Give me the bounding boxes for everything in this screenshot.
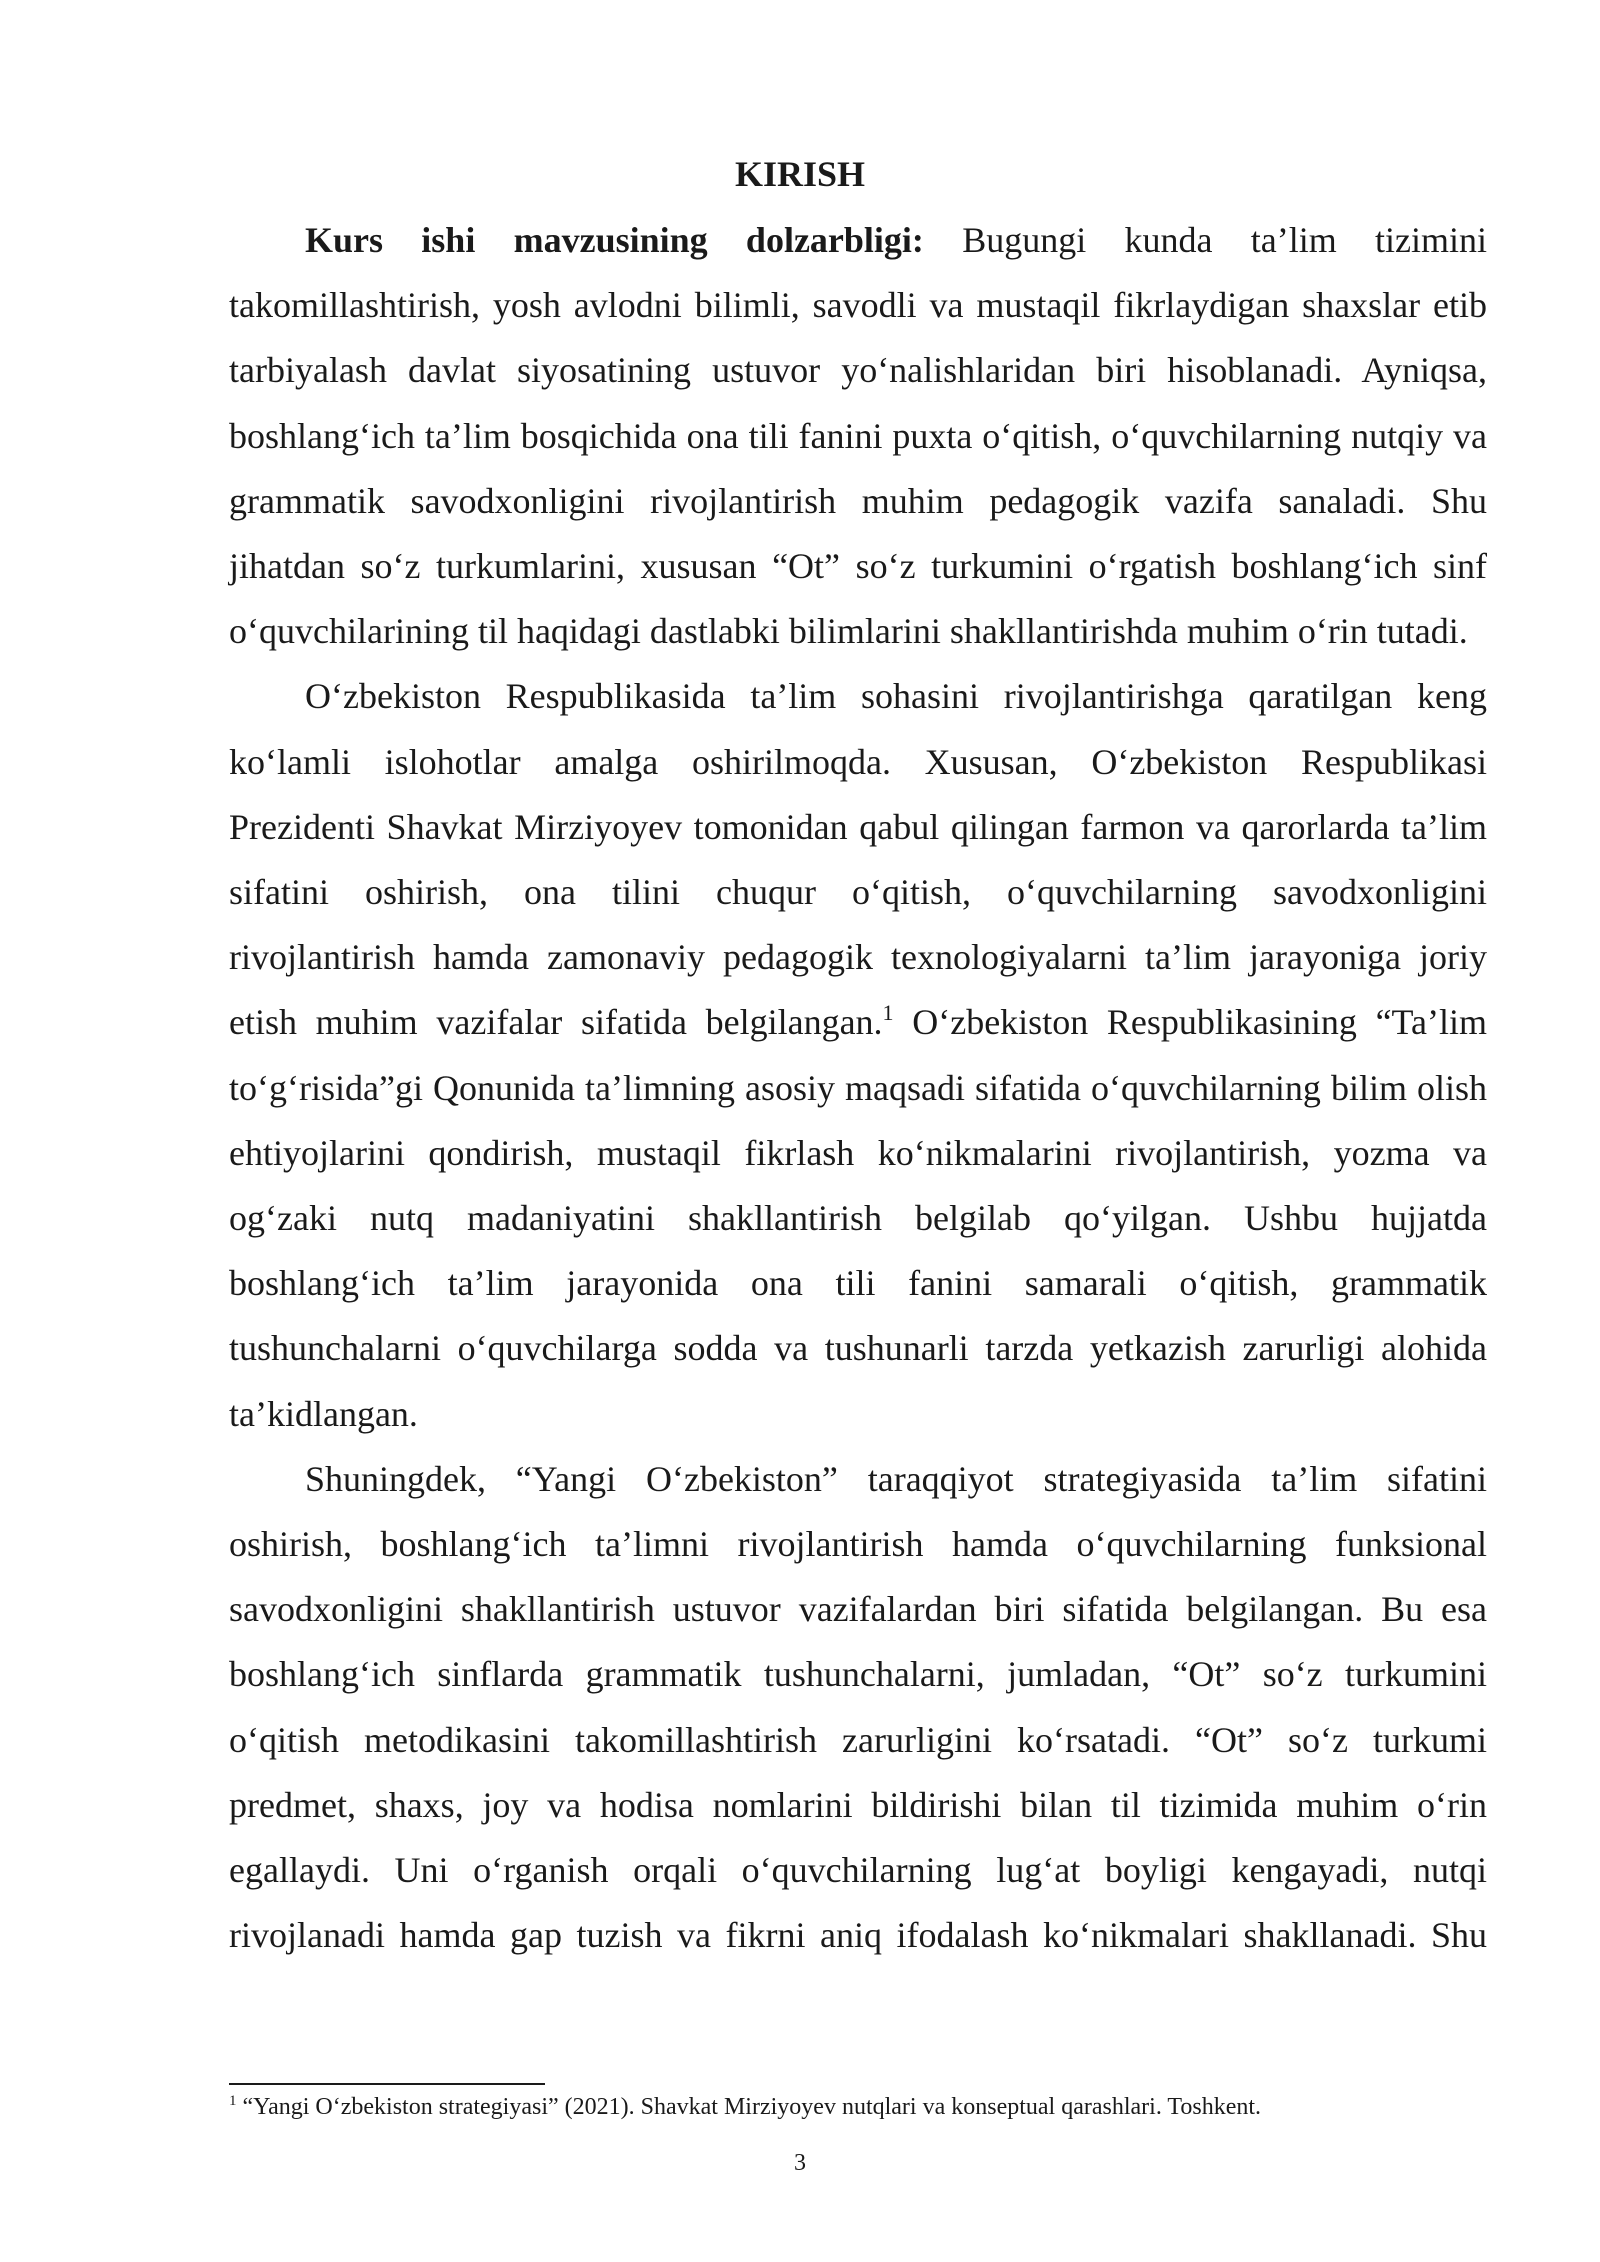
footnote-text: “Yangi Oʻzbekiston strategiyasi” (2021). Shavkat Mirziyoyev nutqlari va konseptual qarashlari. Toshkent. [236,2094,1262,2120]
paragraph-text: Oʻzbekiston Respublikasining “Ta’lim toʻgʻrisida”gi Qonunida ta’limning asosiy maqsadi sifatida oʻquvchilarning bilim olish ehtiyojlarini qondirish, mustaqil fikrlash koʻnikmalarini rivojlantirish, yozma va ogʻzaki nutq madaniyatini shakllantirish belgilab qoʻyilgan. Ushbu hujjatda boshlangʻich ta’lim jarayonida ona tili fanini samarali oʻqitish, grammatik tushunchalarni oʻquvchilarga sodda va tushunarli tarzda yetkazish zarurligi alohida ta’kidlangan. [229,1002,1487,1434]
page-number: 3 [794,2150,806,2176]
footnote [229,2090,1487,2124]
paragraph-relevance [229,208,1487,664]
paragraph-text: Oʻzbekiston Respublikasida ta’lim sohasini rivojlantirishga qaratilgan keng koʻlamli islohotlar amalga oshirilmoqda. Xususan, Oʻzbekiston Respublikasi Prezidenti Shavkat Mirziyoyev tomonidan qabul qilingan farmon va qarorlarda ta’lim sifatini oshirish, ona tilini chuqur oʻqitish, oʻquvchilarning savodxonligini rivojlantirish hamda zamonaviy pedagogik texnologiyalarni ta’lim jarayoniga joriy etish muhim vazifalar sifatida belgilangan. [229,676,1487,1043]
body-text [229,208,1487,1968]
footnote-reference[interactable]: 1 [882,1000,894,1026]
paragraph-lead-bold: Kurs ishi mavzusining dolzarbligi: [305,220,924,260]
paragraph-reforms [229,664,1487,1446]
paragraph-text: Bugungi kunda ta’lim tizimini takomillashtirish, yosh avlodni bilimli, savodli va mustaqil fikrlaydigan shaxslar etib tarbiyalash davlat siyosatining ustuvor yoʻnalishlaridan biri hisoblanadi. Ayniqsa, boshlangʻich ta’lim bosqichida ona tili fanini puxta oʻqitish, oʻquvchilarning nutqiy va grammatik savodxonligini rivojlantirish muhim pedagogik vazifa sanaladi. Shu jihatdan soʻz turkumlarini, xususan “Ot” soʻz turkumini oʻrgatish boshlangʻich sinf oʻquvchilarining til haqidagi dastlabki bilimlarini shakllantirishda muhim oʻrin tutadi. [229,220,1487,652]
paragraph-strategy [229,1447,1487,1969]
footnote-separator [229,2083,545,2085]
paragraph-text: Shuningdek, “Yangi Oʻzbekiston” taraqqiyot strategiyasida ta’lim sifatini oshirish, boshlangʻich ta’limni rivojlantirish hamda oʻquvchilarning funksional savodxonligini shakllantirish ustuvor vazifalardan biri sifatida belgilangan. Bu esa boshlangʻich sinflarda grammatik tushunchalarni, jumladan, “Ot” soʻz turkumini oʻqitish metodikasini takomillashtirish zarurligini koʻrsatadi. “Ot” soʻz turkumi predmet, shaxs, joy va hodisa nomlarini bildirishi bilan til tizimida muhim oʻrin egallaydi. Uni oʻrganish orqali oʻquvchilarning lugʻat boyligi kengayadi, nutqi rivojlanadi hamda gap tuzish va fikrni aniq ifodalash koʻnikmalari shakllanadi. Shu [229,1458,1487,1956]
page-heading: KIRISH [734,154,866,194]
footnote-marker: 1 [229,2093,237,2109]
